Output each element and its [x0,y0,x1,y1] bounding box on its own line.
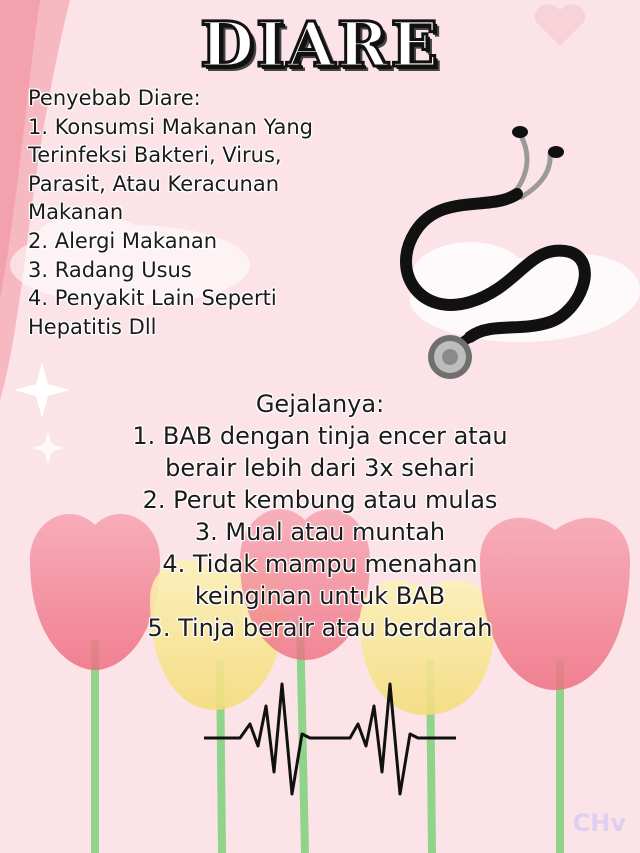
heartbeat-icon [200,676,460,800]
symptoms-line: berair lebih dari 3x sehari [165,454,475,482]
causes-line: 4. Penyakit Lain Seperti [28,286,277,311]
stethoscope-icon [380,122,610,382]
causes-line: 2. Alergi Makanan [28,228,218,253]
symptoms-line: 5. Tinja berair atau berdarah [147,614,493,642]
causes-line: 3. Radang Usus [28,257,192,282]
causes-line: Parasit, Atau Keracunan [28,171,280,196]
symptoms-line: 2. Perut kembung atau mulas [142,486,498,514]
symptoms-line: 1. BAB dengan tinja encer atau [132,422,508,450]
symptoms-line: 4. Tidak mampu menahan [162,550,478,578]
symptoms-line: keinginan untuk BAB [194,582,446,610]
causes-line: Terinfeksi Bakteri, Virus, [28,143,282,168]
causes-section [28,84,408,341]
watermark: CHv [572,809,626,837]
symptoms-section [0,388,640,644]
causes-line: Makanan [28,200,124,225]
symptoms-heading: Gejalanya: [255,390,385,418]
page-title: DIARE [200,8,440,81]
causes-line: 1. Konsumsi Makanan Yang [28,114,314,139]
symptoms-line: 3. Mual atau muntah [194,518,446,546]
causes-line: Hepatitis Dll [28,314,157,339]
causes-heading: Penyebab Diare: [28,86,201,110]
